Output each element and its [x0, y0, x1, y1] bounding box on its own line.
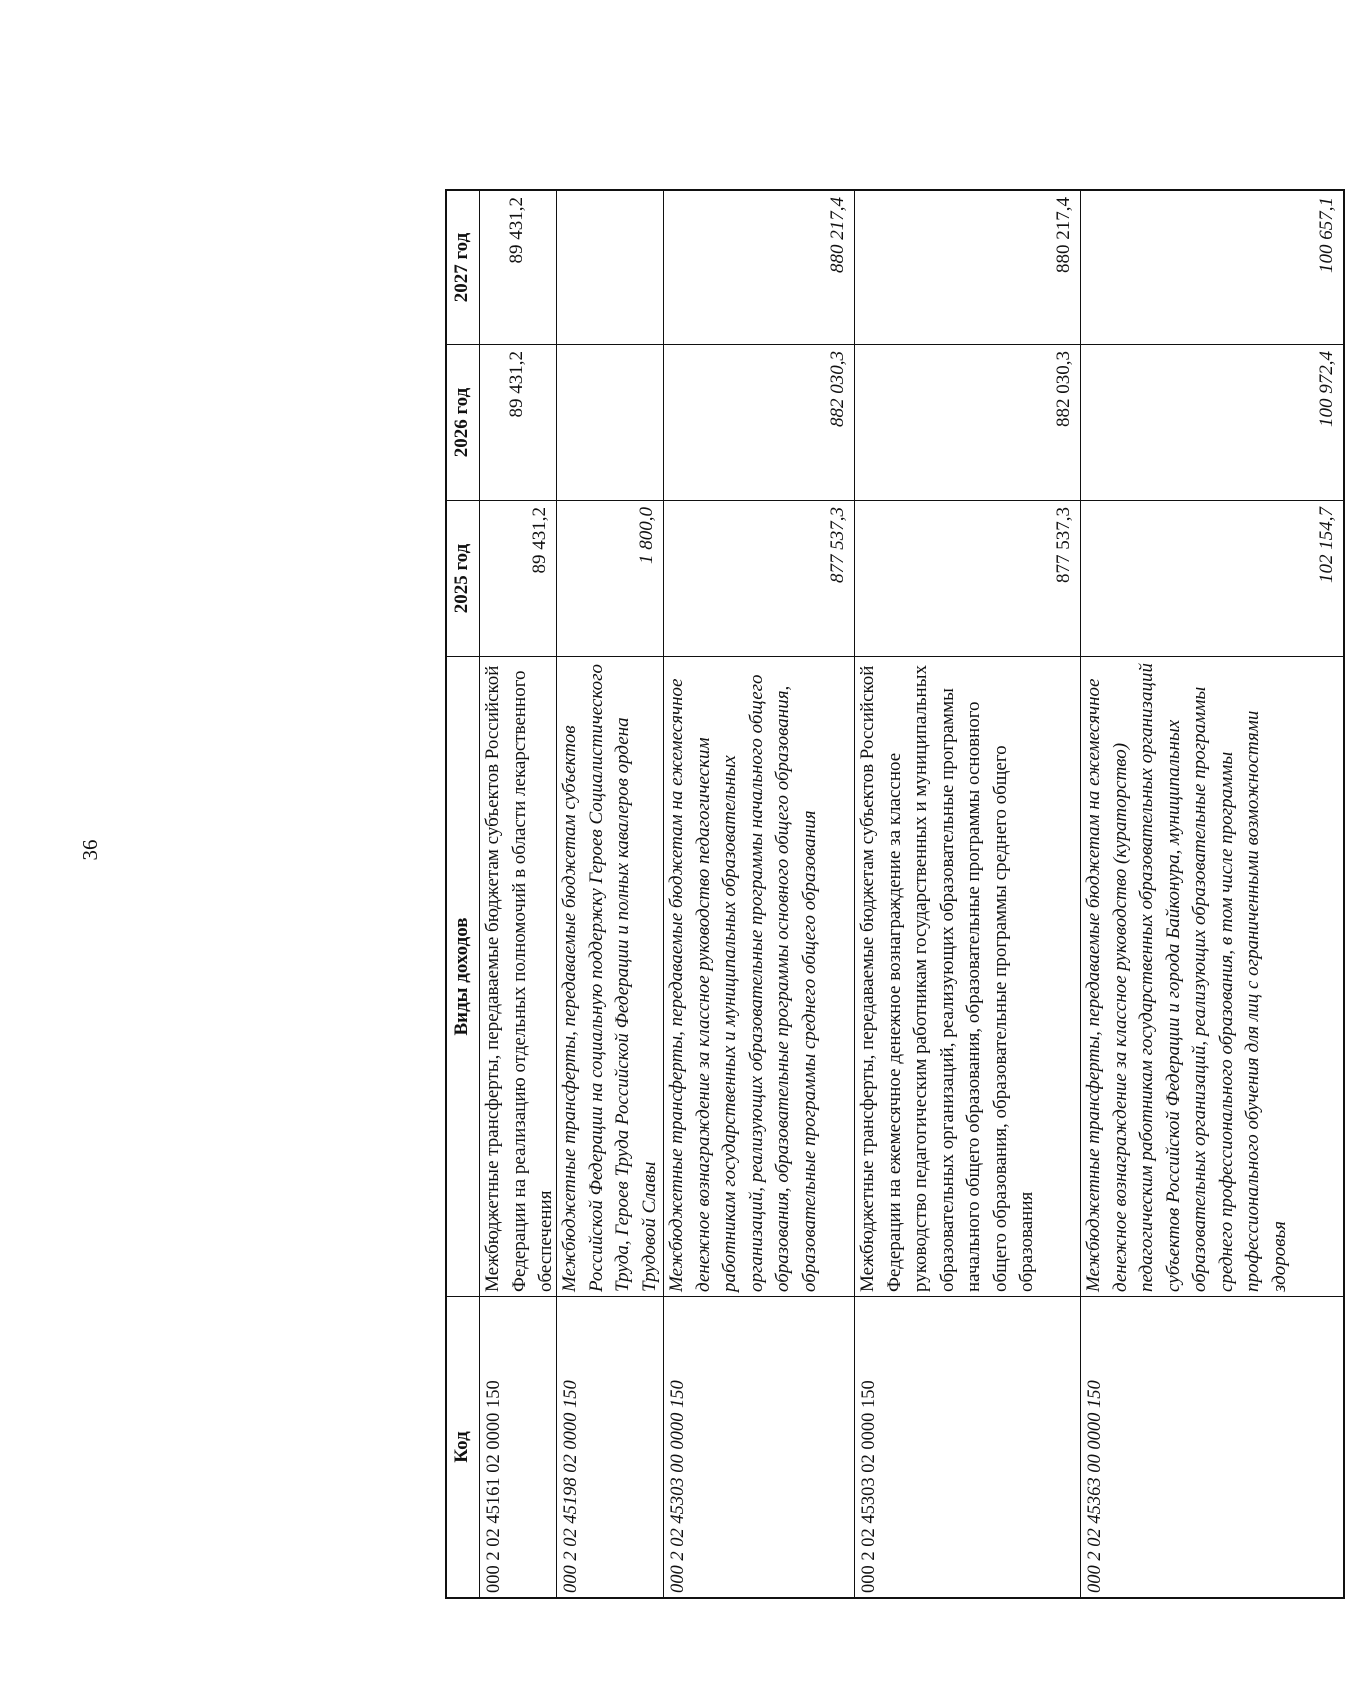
- row-value-2025: [855, 501, 1080, 657]
- row-value-2025: [664, 501, 854, 657]
- row-code: 000 2 02 45363 00 0000 150: [1085, 1380, 1105, 1593]
- value-text: 880 217,4: [827, 197, 848, 273]
- row-value-2027: [480, 191, 556, 345]
- value-text: 1 800,0: [636, 507, 657, 564]
- value-text: 89 431,2: [506, 197, 527, 264]
- row-value-2027: [664, 191, 854, 345]
- value-text: 102 154,7: [1316, 507, 1337, 583]
- row-code: 000 2 02 45161 02 0000 150: [484, 1380, 504, 1593]
- table-row: [479, 191, 556, 1597]
- value-text: 89 431,2: [506, 351, 527, 418]
- table-row: [854, 191, 1080, 1597]
- revenue-table: [445, 189, 1345, 1599]
- row-name: Межбюджетные трансферты, передаваемые бюджетам субъектов Российской Федерации на ежемесячное денежное вознаграждение за классное руководство педагогическим работникам государственных и муниципальных образовательных организаций, реализующих образовательные программы начального общего образования, образовательные программы основного общего образования, образовательные программы среднего общего образования: [855, 657, 1080, 1297]
- header-name: Виды доходов: [447, 657, 479, 1297]
- header-code: Код: [451, 1431, 472, 1463]
- row-value-2026: [664, 345, 854, 501]
- row-value-2027: [855, 191, 1080, 345]
- row-value-2026: [557, 345, 663, 501]
- row-value-2025: [557, 501, 663, 657]
- row-name: Межбюджетные трансферты, передаваемые бюджетам на ежемесячное денежное вознаграждение за классное руководство педагогическим работникам государственных и муниципальных образовательных организаций, реализующих образовательные программы начального общего образования, образовательные программы основного общего образования, образовательные программы среднего общего образования: [664, 657, 854, 1297]
- row-value-2026: [855, 345, 1080, 501]
- rotated-table-wrapper: [445, 189, 1345, 1599]
- table-row: [1080, 191, 1343, 1597]
- row-code: 000 2 02 45198 02 0000 150: [561, 1380, 581, 1593]
- table-row: [556, 191, 663, 1597]
- page-number: 36: [78, 839, 102, 861]
- value-text: 882 030,3: [1053, 351, 1074, 427]
- row-name: Межбюджетные трансферты, передаваемые бюджетам субъектов Российской Федерации на социальную поддержку Героев Социалистического Труда, Героев Труда Российской Федерации и полных кавалеров ордена Трудовой Славы: [557, 657, 663, 1297]
- row-code: 000 2 02 45303 02 0000 150: [859, 1380, 879, 1593]
- value-text: 877 537,3: [827, 507, 848, 583]
- table-row: [663, 191, 854, 1597]
- row-value-2026: [480, 345, 556, 501]
- table-header-row: [447, 191, 479, 1597]
- row-value-2025: [1081, 501, 1343, 657]
- row-code: 000 2 02 45303 00 0000 150: [668, 1380, 688, 1593]
- header-2025: 2025 год: [447, 501, 479, 657]
- header-2027: 2027 год: [447, 191, 479, 345]
- value-text: 100 657,1: [1316, 197, 1337, 273]
- value-text: 89 431,2: [529, 507, 550, 574]
- value-text: 882 030,3: [827, 351, 848, 427]
- row-value-2026: [1081, 345, 1343, 501]
- value-text: 877 537,3: [1053, 507, 1074, 583]
- value-text: 880 217,4: [1053, 197, 1074, 273]
- header-2026: 2026 год: [447, 345, 479, 501]
- value-text: 100 972,4: [1316, 351, 1337, 427]
- row-name: Межбюджетные трансферты, передаваемые бюджетам субъектов Российской Федерации на реализацию отдельных полномочий в области лекарственного обеспечения: [480, 657, 556, 1297]
- row-value-2025: [480, 501, 556, 657]
- row-value-2027: [557, 191, 663, 345]
- row-value-2027: [1081, 191, 1343, 345]
- row-name: Межбюджетные трансферты, передаваемые бюджетам на ежемесячное денежное вознаграждение за классное руководство (кураторство) педагогическим работникам государственных образовательных организаций субъектов Российской Федерации и города Байконура, муниципальных образовательных организаций, реализующих образовательные программы среднего профессионального образования, в том числе программы профессионального обучения для лиц с ограниченными возможностями здоровья: [1081, 657, 1343, 1297]
